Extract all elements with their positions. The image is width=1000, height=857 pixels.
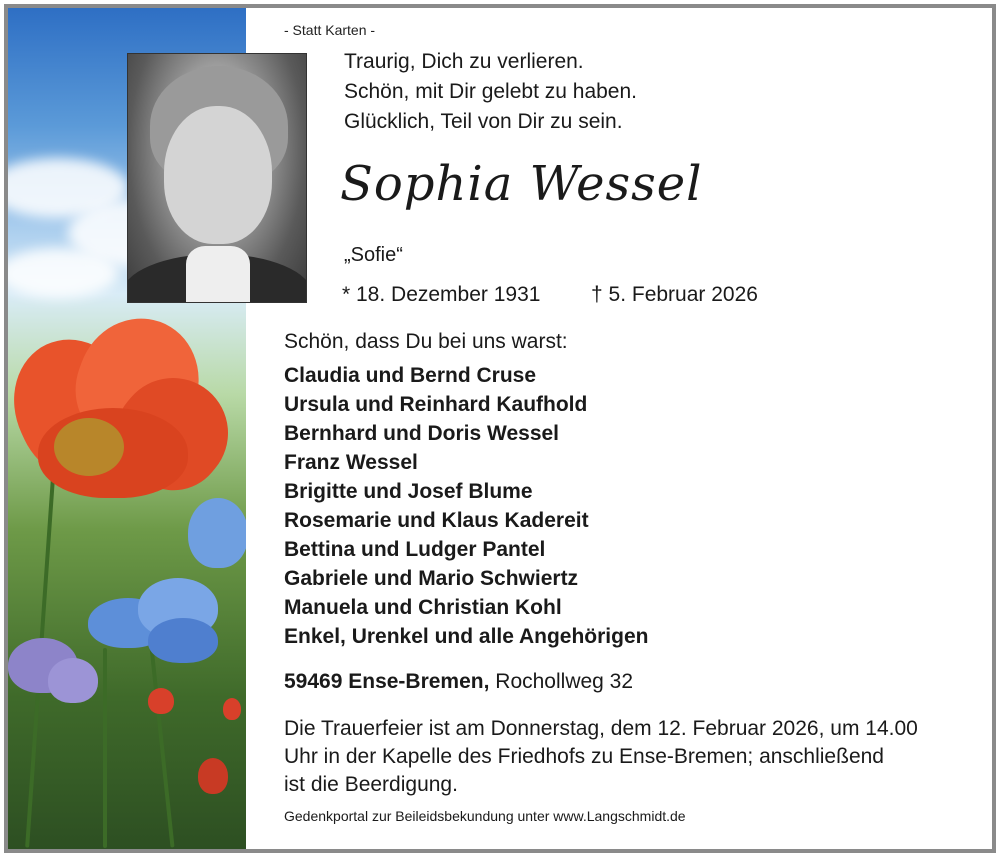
verse-line: Schön, mit Dir gelebt zu haben. (344, 80, 637, 103)
birth-date: * 18. Dezember 1931 (342, 283, 541, 306)
purple-flower-icon (8, 628, 98, 708)
mourner-entry: Brigitte und Josef Blume (284, 480, 533, 503)
portrait-photo (127, 53, 307, 303)
death-date: † 5. Februar 2026 (591, 283, 758, 306)
blue-flower-icon (88, 578, 228, 668)
address-street: Rochollweg 32 (489, 670, 634, 693)
mourner-entry: Claudia und Bernd Cruse (284, 364, 537, 387)
statt-karten-label: - Statt Karten - (284, 22, 376, 38)
red-bud-icon (198, 758, 228, 794)
deceased-name: Sophia Wessel (340, 156, 703, 212)
red-bud-icon (148, 688, 174, 714)
verse-line: Traurig, Dich zu verlieren. (344, 50, 584, 73)
mourner-entry: Ursula und Reinhard Kaufhold (284, 393, 588, 416)
verse-line: Glücklich, Teil von Dir zu sein. (344, 110, 623, 133)
mourner-entry: Manuela und Christian Kohl (284, 596, 562, 619)
service-info-line: ist die Beerdigung. (284, 773, 458, 796)
obituary-card (4, 4, 996, 853)
deceased-nickname: „Sofie“ (344, 244, 403, 266)
mourner-entry: Gabriele und Mario Schwiertz (284, 567, 579, 590)
memorial-portal-note: Gedenkportal zur Beileidsbekundung unter www.Langschmidt.de (284, 808, 686, 824)
intro-line: Schön, dass Du bei uns warst: (284, 330, 568, 353)
mourner-entry: Rosemarie und Klaus Kadereit (284, 509, 589, 532)
address-city: 59469 Ense-Bremen, (284, 670, 490, 693)
mourner-entry: Franz Wessel (284, 451, 418, 474)
poppy-flower-icon (8, 318, 238, 508)
mourner-entry: Bettina und Ludger Pantel (284, 538, 546, 561)
red-bud-icon (223, 698, 241, 720)
service-info-line: Die Trauerfeier ist am Donnerstag, dem 12. Februar 2026, um 14.00 (284, 717, 918, 740)
blue-flower-icon (188, 498, 246, 578)
mourner-entry: Bernhard und Doris Wessel (284, 422, 560, 445)
service-info-line: Uhr in der Kapelle des Friedhofs zu Ense-Bremen; anschließend (284, 745, 884, 768)
mourner-entry: Enkel, Urenkel und alle Angehörigen (284, 625, 649, 648)
family-address (284, 670, 633, 694)
